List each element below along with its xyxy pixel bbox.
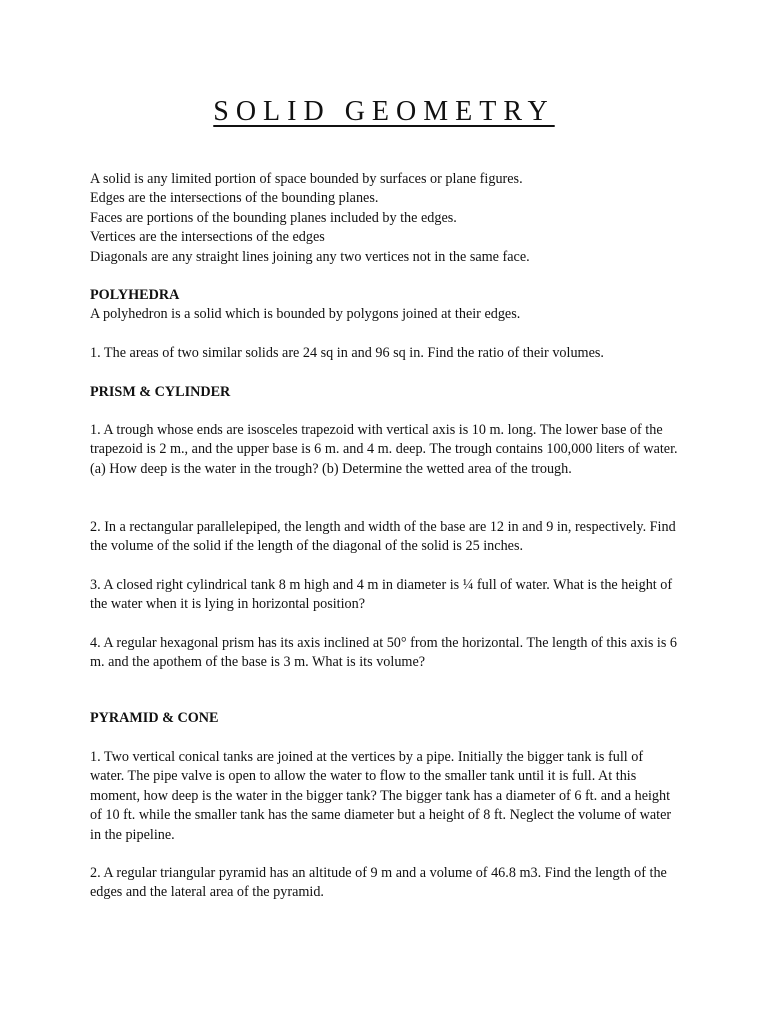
intro-line: Vertices are the intersections of the edges — [90, 229, 325, 246]
intro-line: Edges are the intersections of the bounding planes. — [90, 190, 379, 207]
page-title-text: SOLID GEOMETRY — [213, 96, 555, 127]
prism-cylinder-problem-2: 2. In a rectangular parallelepiped, the length and width of the base are 12 in and 9 in, respectively. Find the volume of the solid if the length of the diagonal of the solid is 25 inches. — [90, 519, 676, 555]
polyhedra-definition: A polyhedron is a solid which is bounded by polygons joined at their edges. — [90, 306, 521, 322]
pyramid-cone-problem-1: 1. Two vertical conical tanks are joined at the vertices by a pipe. Initially the bigger tank is full of water. The pipe valve is open to allow the water to flow to the smaller tank until it is full. At this moment, how deep is the water in the bigger tank? The bigger tank has a diameter of 6 ft. and a height of 10 ft. while the smaller tank has the same diameter but a height of 8 ft. Neglect the volume of water in the pipeline. — [90, 749, 672, 843]
prism-cylinder-problem-1: 1. A trough whose ends are isosceles trapezoid with vertical axis is 10 m. long. The lower base of the trapezoid is 2 m., and the upper base is 6 m. and 4 m. deep. The trough contains 100,000 liters of water. (a) How deep is the water in the trough? (b) Determine the wetted area of the trough. — [90, 422, 678, 477]
intro-definitions — [90, 170, 680, 267]
polyhedra-problem-1: 1. The areas of two similar solids are 24 sq in and 96 sq in. Find the ratio of their volumes. — [90, 345, 604, 361]
intro-line: Diagonals are any straight lines joining any two vertices not in the same face. — [90, 248, 530, 265]
pyramid-cone-problem-2: 2. A regular triangular pyramid has an altitude of 9 m and a volume of 46.8 m3. Find the length of the edges and the lateral area of the pyramid. — [90, 865, 667, 901]
intro-line: Faces are portions of the bounding planes included by the edges. — [90, 209, 457, 226]
section-heading-polyhedra: POLYHEDRA — [90, 287, 180, 303]
prism-cylinder-problem-3: 3. A closed right cylindrical tank 8 m high and 4 m in diameter is ¼ full of water. What is the height of the water when it is lying in horizontal position? — [90, 577, 673, 613]
intro-line: A solid is any limited portion of space bounded by surfaces or plane figures. — [90, 171, 523, 187]
page-title — [0, 92, 768, 132]
section-heading-pyramid-cone: PYRAMID & CONE — [90, 710, 219, 726]
section-heading-prism-cylinder: PRISM & CYLINDER — [90, 384, 231, 400]
prism-cylinder-problem-4: 4. A regular hexagonal prism has its axis inclined at 50° from the horizontal. The length of this axis is 6 m. and the apothem of the base is 3 m. What is its volume? — [90, 635, 677, 671]
